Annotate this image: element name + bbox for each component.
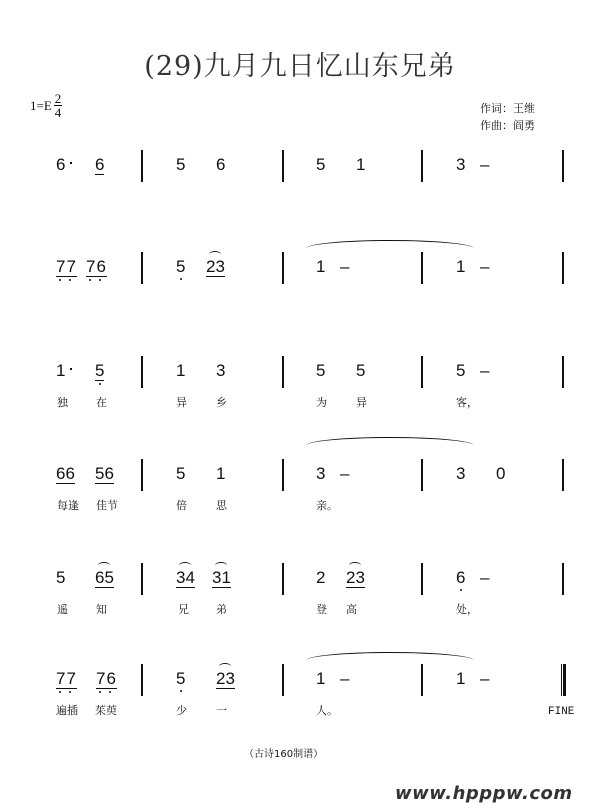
- bar-line: [421, 459, 423, 491]
- bar-line: [282, 459, 284, 491]
- note: 6: [95, 155, 105, 174]
- note-group: 23: [206, 257, 225, 277]
- note: 5: [176, 257, 185, 277]
- bar-line: [562, 252, 564, 284]
- lyric: 高: [346, 603, 357, 616]
- composer: 作曲：阎勇: [480, 119, 535, 132]
- dash: –: [480, 257, 490, 276]
- dash: –: [340, 669, 350, 688]
- note: 5: [176, 155, 186, 174]
- footer-note: （古诗160制谱）: [244, 749, 324, 760]
- bar-line: [282, 150, 284, 182]
- note-group: 23: [346, 568, 365, 588]
- slur-arc: [209, 251, 221, 258]
- lyric: 人。: [316, 704, 338, 717]
- time-denominator: 4: [54, 105, 62, 120]
- note: 3: [316, 464, 326, 483]
- key-signature: [30, 92, 62, 119]
- lyric: 乡: [216, 396, 227, 409]
- lyric: 亲。: [316, 499, 338, 512]
- credits: [480, 100, 535, 134]
- note-group: 77: [56, 257, 77, 277]
- lyric: 佳节: [96, 499, 118, 512]
- note: 5: [176, 464, 186, 483]
- bar-line: [282, 356, 284, 388]
- note: 5: [316, 155, 326, 174]
- bar-line: [421, 252, 423, 284]
- bar-line: [562, 356, 564, 388]
- lyric: 登: [316, 603, 327, 616]
- tie-arc: [306, 652, 474, 669]
- note: 3: [216, 361, 226, 380]
- lyric: 每逢: [57, 499, 79, 512]
- lyric: 客，: [456, 396, 478, 409]
- bar-line: [421, 356, 423, 388]
- lyric: 弟: [216, 603, 227, 616]
- note-group: 77: [56, 669, 77, 689]
- lyric: 在: [96, 396, 107, 409]
- note-group: 65: [95, 568, 114, 588]
- dash: –: [340, 464, 350, 483]
- dash: –: [480, 155, 490, 174]
- lyric: 为: [316, 396, 327, 409]
- final-bar-line: [561, 664, 566, 696]
- bar-line: [141, 563, 143, 595]
- song-title: (29)九月九日忆山东兄弟: [144, 51, 456, 82]
- note: 5: [316, 361, 326, 380]
- augmentation-dot: [70, 368, 72, 370]
- lyric: 知: [96, 603, 107, 616]
- note: 3: [456, 464, 466, 483]
- note: 5: [56, 568, 66, 587]
- lyric: 茱萸: [95, 704, 117, 717]
- tie-arc: [306, 240, 474, 257]
- bar-line: [562, 150, 564, 182]
- note: 6: [216, 155, 226, 174]
- slur-arc: [349, 562, 361, 569]
- note-group: 23: [216, 669, 235, 689]
- note: 6: [456, 568, 465, 588]
- dash: –: [480, 361, 490, 380]
- note: 1: [56, 361, 66, 380]
- lyric: 处，: [456, 603, 478, 616]
- fine-marker: FINE: [548, 706, 575, 718]
- lyric: 兄: [178, 603, 189, 616]
- dash: –: [480, 568, 490, 587]
- lyric: 异: [356, 396, 367, 409]
- bar-line: [421, 563, 423, 595]
- note: 5: [456, 361, 466, 380]
- slur-arc: [179, 562, 191, 569]
- watermark: www.hpppw.com: [395, 783, 573, 804]
- time-signature: [54, 92, 63, 119]
- note: 2: [316, 568, 326, 587]
- note-group: 31: [212, 568, 231, 588]
- lyric: 少: [176, 704, 187, 717]
- key-label: 1=E: [30, 97, 52, 113]
- lyric: 倍: [176, 499, 187, 512]
- bar-line: [141, 150, 143, 182]
- lyric: 遥: [57, 603, 68, 616]
- bar-line: [141, 664, 143, 696]
- score-row-2: [0, 252, 600, 312]
- note: 5: [356, 361, 366, 380]
- note: 1: [176, 361, 186, 380]
- slur-arc: [215, 562, 227, 569]
- note: 1: [456, 669, 466, 688]
- note: 1: [316, 257, 326, 276]
- bar-line: [421, 150, 423, 182]
- note: 5: [95, 361, 104, 381]
- bar-line: [141, 459, 143, 491]
- bar-line: [282, 252, 284, 284]
- slur-arc: [98, 562, 110, 569]
- note: 3: [456, 155, 466, 174]
- note: 1: [356, 155, 366, 174]
- bar-line: [562, 459, 564, 491]
- dash: –: [480, 669, 490, 688]
- note: 0: [496, 464, 506, 483]
- bar-line: [282, 664, 284, 696]
- note-group: 76: [96, 669, 117, 689]
- score-row-6: [0, 664, 600, 724]
- lyric: 遍插: [56, 704, 78, 717]
- note-group: 34: [176, 568, 195, 588]
- score-row-4: [0, 459, 600, 519]
- note-group: 56: [95, 464, 114, 483]
- score-row-5: [0, 563, 600, 623]
- bar-line: [282, 563, 284, 595]
- augmentation-dot: [70, 162, 72, 164]
- note: 6: [56, 155, 66, 174]
- lyric: 异: [176, 396, 187, 409]
- note-group: 76: [86, 257, 107, 277]
- lyricist: 作词：王维: [480, 102, 535, 115]
- bar-line: [141, 252, 143, 284]
- time-numerator: 2: [54, 91, 62, 106]
- bar-line: [141, 356, 143, 388]
- lyric: 思: [216, 499, 227, 512]
- note: 1: [456, 257, 466, 276]
- note: 5: [176, 669, 185, 689]
- note: 1: [216, 464, 226, 483]
- slur-arc: [219, 663, 231, 670]
- lyric: 独: [57, 396, 68, 409]
- bar-line: [562, 563, 564, 595]
- note: 1: [316, 669, 326, 688]
- bar-line: [421, 664, 423, 696]
- dash: –: [340, 257, 350, 276]
- score-row-1: [0, 150, 600, 210]
- score-row-3: [0, 356, 600, 416]
- lyric: 一: [216, 704, 227, 717]
- note-group: 66: [56, 464, 75, 483]
- tie-arc: [306, 437, 474, 454]
